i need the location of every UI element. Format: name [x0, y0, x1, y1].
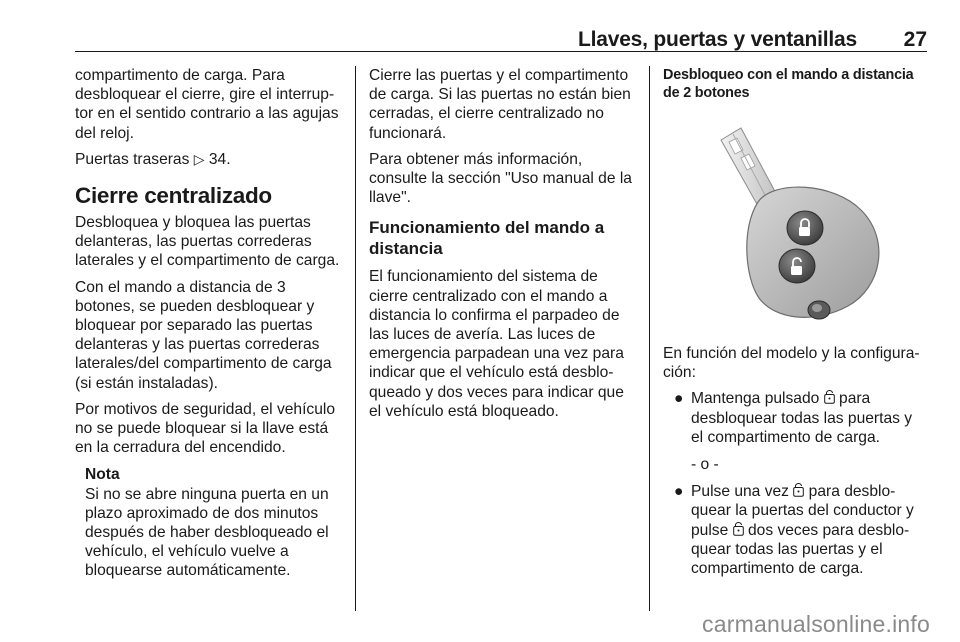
lock-button [787, 211, 823, 245]
column-1 [75, 66, 347, 581]
note-text: Si no se abre ninguna puerta en un plazo aproximado de dos minutos después de haber desbloqueado el vehículo, el vehículo vuelve a bloquearse automáticamente. [85, 485, 329, 580]
bullet-dot: ● [674, 483, 684, 501]
list-item: ● Pulse una vez para desbloquear la puertas del conductor y pulse dos veces para desbloquear todas las puertas y el compartimento de carga. [674, 483, 914, 578]
paragraph: Con el mando a distancia de 3 botones, se pueden desbloquear y bloquear por separado las puertas delanteras y las puertas correderas laterales/del compartimento de carga (si están instaladas). [75, 278, 332, 392]
subsection-heading: Funcionamiento del mando a distancia [369, 218, 605, 259]
xref-label: Puertas traseras [75, 150, 190, 168]
page-title: Llaves, puertas y ventanillas [577, 28, 857, 51]
paragraph: Por motivos de seguridad, el vehículo no se puede bloquear si la llave está en la cerradura del encendido. [75, 400, 336, 457]
bullet-list [663, 389, 927, 447]
section-heading: Cierre centralizado [75, 183, 272, 209]
watermark: carmanualsonline.info [702, 611, 930, 637]
bullet-list [663, 482, 927, 578]
header-rule [75, 51, 927, 52]
unlock-icon [824, 390, 835, 404]
unlock-icon [733, 522, 744, 536]
list-item: ● Mantenga pulsado para desbloquear todas las puertas y el compartimento de carga. [674, 390, 913, 446]
column-3 [663, 66, 927, 586]
cross-reference[interactable] [75, 150, 347, 169]
fob-body [747, 187, 879, 317]
or-separator: - o - [691, 456, 719, 474]
key-fob-illustration [663, 110, 927, 330]
paragraph: Para obtener más información, consulte la sección "Uso manual de la llave". [369, 150, 632, 207]
bullet-dot: ● [674, 390, 684, 408]
arrow-icon: ▷ [193, 150, 205, 167]
xref-page: 34. [208, 150, 231, 168]
subsubsection-heading: Desbloqueo con el mando a distancia de 2 botones [663, 67, 914, 101]
column-divider-2 [649, 66, 650, 611]
unlock-button [779, 249, 815, 283]
paragraph: compartimento de carga. Para desbloquear el cierre, gire el interruptor en el sentido contrario a las agujas del reloj. [75, 67, 339, 142]
paragraph: Desbloquea y bloquea las puertas delanteras, las puertas correderas laterales y el compartimento de carga. [75, 214, 340, 270]
note-box [85, 465, 347, 580]
paragraph: En función del modelo y la configuración: [663, 345, 920, 382]
note-title: Nota [85, 466, 120, 484]
column-2 [369, 66, 635, 428]
column-divider-1 [355, 66, 356, 611]
paragraph: El funcionamiento del sistema de cierre centralizado con el mando a distancia lo confirma el parpadeo de las luces de avería. Las luces de emergencia parpadean una vez para indicar que el vehículo está desbloqueado y dos veces para indicar que el vehículo está bloqueado. [369, 268, 624, 420]
page-header [75, 26, 927, 52]
page-number: 27 [903, 28, 927, 51]
unlock-icon [793, 483, 804, 497]
paragraph: Cierre las puertas y el compartimento de carga. Si las puertas no están bien cerradas, el cierre centralizado no funcionará. [369, 67, 631, 142]
